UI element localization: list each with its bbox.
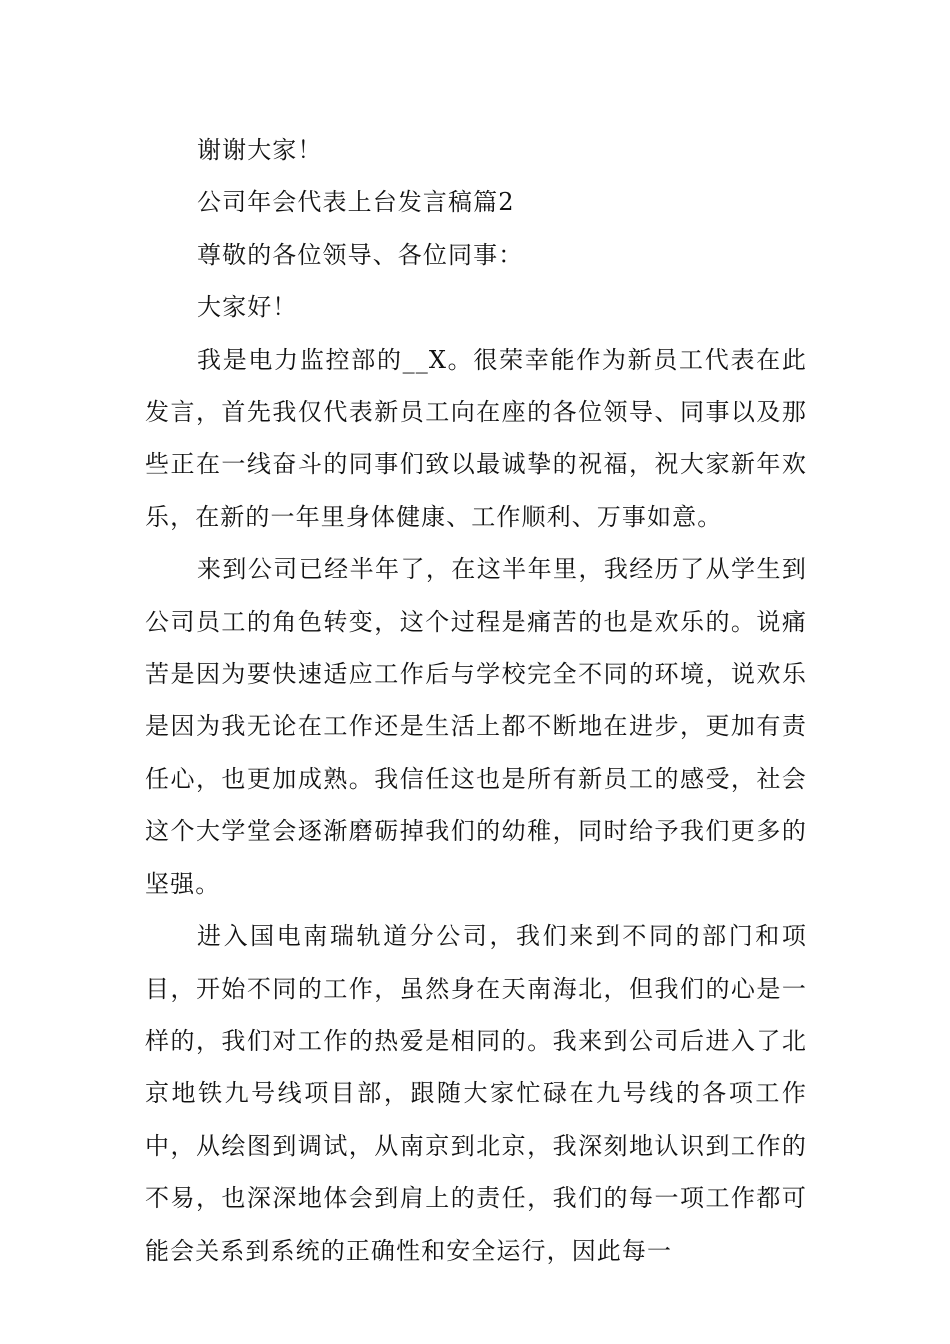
paragraph-thanks: 谢谢大家！ bbox=[197, 136, 323, 164]
document-body bbox=[145, 124, 807, 1277]
paragraph-greeting: 大家好！ bbox=[197, 293, 298, 322]
paragraph-salutation: 尊敬的各位领导、各位同事： bbox=[197, 240, 524, 269]
paragraph-joining-company: 进入国电南瑞轨道分公司，我们来到不同的部门和项目，开始不同的工作，虽然身在天南海北，但我们的心是一样的，我们对工作的热爱是相同的。我来到公司后进入了北京地铁九号线项目部，跟随大家忙碌在九号线的各项工作中，从绘图到调试，从南京到北京，我深刻地认识到工作的不易，也深深地体会到肩上的责任，我们的每一项工作都可能会关系到系统的正确性和安全运行，因此每一 bbox=[145, 922, 807, 1265]
paragraph-half-year: 来到公司已经半年了，在这半年里，我经历了从学生到公司员工的角色转变，这个过程是痛苦的也是欢乐的。说痛苦是因为要快速适应工作后与学校完全不同的环境，说欢乐是因为我无论在工作还是生活上都不断地在进步，更加有责任心，也更加成熟。我信任这也是所有新员工的感受，社会这个大学堂会逐渐磨砺掉我们的幼稚，同时给予我们更多的坚强。 bbox=[145, 555, 807, 898]
paragraph-title: 公司年会代表上台发言稿篇2 bbox=[197, 188, 515, 217]
paragraph-introduction: 我是电力监控部的__X。很荣幸能作为新员工代表在此发言，首先我仅代表新员工向在座的各位领导、同事以及那些正在一线奋斗的同事们致以最诚挚的祝福，祝大家新年欢乐，在新的一年里身体健康、工作顺利、万事如意。 bbox=[145, 345, 807, 531]
